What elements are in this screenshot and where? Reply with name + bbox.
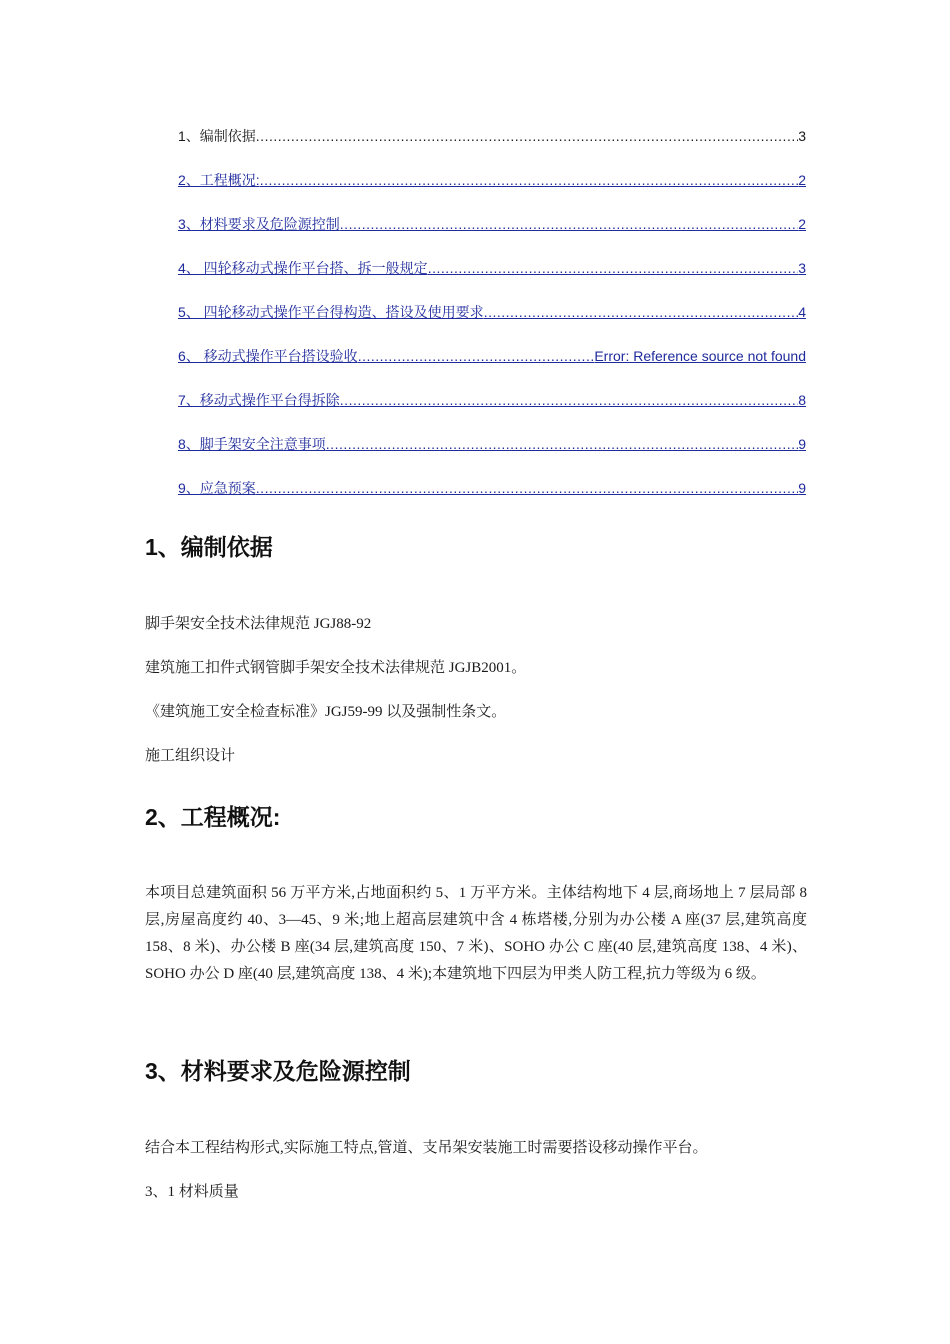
toc-entry-page: Error: Reference source not found	[594, 348, 806, 364]
toc-leader-dots	[340, 214, 798, 234]
toc-entry-label: 8、脚手架安全注意事项	[178, 436, 326, 452]
toc-entry-page: 2	[798, 172, 806, 188]
toc-entry-link[interactable]	[178, 434, 806, 478]
toc-leader-dots	[260, 170, 799, 190]
toc-leader-dots	[326, 434, 798, 454]
body-paragraph: 本项目总建筑面积 56 万平方米,占地面积约 5、1 万平方米。主体结构地下 4 层,商场地上 7 层局部 8 层,房屋高度约 40、3—45、9 米;地上超高层建筑中含 4 栋塔楼,分别为办公楼 A 座(37 层,建筑高度 158、8 米)、办公楼 B 座(34 层,建筑高度 150、7 米)、SOHO 办公 C 座(40 层,建筑高度 138、4 米)、SOHO 办公 D 座(40 层,建筑高度 138、4 米);本建筑地下四层为甲类人防工程,抗力等级为 6 级。	[145, 885, 807, 982]
subsection-heading: 3、1 材料质量	[145, 1184, 239, 1200]
toc-entry-page: 9	[798, 436, 806, 452]
toc-entry-label: 3、材料要求及危险源控制	[178, 216, 340, 232]
toc-entry-page: 8	[798, 392, 806, 408]
toc-entry-link[interactable]	[178, 258, 806, 302]
toc-entry-page: 9	[798, 480, 806, 496]
toc-entry-label: 7、移动式操作平台得拆除	[178, 392, 340, 408]
toc-entry-label: 6、 移动式操作平台搭设验收	[178, 348, 358, 364]
reference-line: 《建筑施工安全检查标准》JGJ59-99 以及强制性条文。	[145, 704, 507, 720]
reference-line: 施工组织设计	[145, 748, 236, 764]
toc-entry-page: 2	[798, 216, 806, 232]
toc-entry-link[interactable]	[178, 390, 806, 434]
section-heading: 3、材料要求及危险源控制	[145, 1058, 411, 1084]
toc-entry-page: 3	[798, 128, 806, 144]
toc-entry-link[interactable]	[178, 170, 806, 214]
toc-leader-dots	[256, 126, 798, 146]
toc-leader-dots	[358, 346, 595, 366]
reference-line: 建筑施工扣件式钢管脚手架安全技术法律规范 JGJB2001。	[145, 660, 527, 676]
toc-entry-label: 4、 四轮移动式操作平台搭、拆一般规定	[178, 260, 428, 276]
toc-entry-link[interactable]	[178, 302, 806, 346]
section-heading: 1、编制依据	[145, 534, 273, 560]
body-paragraph: 结合本工程结构形式,实际施工特点,管道、支吊架安装施工时需要搭设移动操作平台。	[145, 1140, 708, 1156]
toc-entry-link[interactable]	[178, 214, 806, 258]
toc-entry-label: 9、应急预案	[178, 480, 256, 496]
toc-entry-page: 3	[798, 260, 806, 276]
toc-leader-dots	[340, 390, 798, 410]
reference-line: 脚手架安全技术法律规范 JGJ88-92	[145, 616, 372, 632]
toc-leader-dots	[428, 258, 799, 278]
toc-entry-label: 1、编制依据	[178, 128, 256, 144]
toc-entry-link[interactable]	[178, 346, 806, 390]
toc-entry-label: 2、工程概况:	[178, 172, 260, 188]
toc-entry-page: 4	[798, 304, 806, 320]
toc-entry-link[interactable]	[178, 478, 806, 522]
section-heading: 2、工程概况:	[145, 804, 281, 830]
toc-entry[interactable]	[178, 126, 806, 170]
table-of-contents	[178, 126, 806, 522]
toc-leader-dots	[484, 302, 799, 322]
toc-leader-dots	[256, 478, 798, 498]
toc-entry-label: 5、 四轮移动式操作平台得构造、搭设及使用要求	[178, 304, 484, 320]
